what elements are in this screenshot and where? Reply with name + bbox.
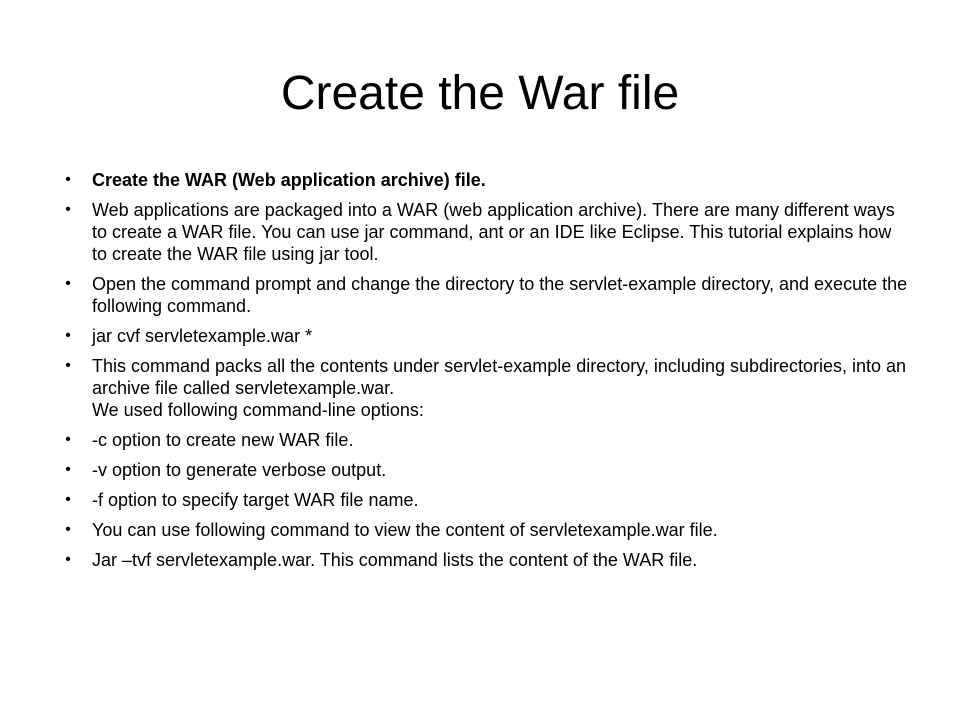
bullet-marker: • xyxy=(65,327,71,344)
bullet-text: jar cvf servletexample.war * xyxy=(92,326,313,346)
bullet-text: Open the command prompt and change the directory to the servlet-example directory, and execute the following command. xyxy=(92,274,908,316)
bullet-text: You can use following command to view the content of servletexample.war file. xyxy=(92,520,718,540)
bullet-marker: • xyxy=(65,171,71,188)
bullet-marker: • xyxy=(65,521,71,538)
bullet-item xyxy=(58,489,910,511)
bullet-text: Create the WAR (Web application archive) file. xyxy=(92,170,486,190)
bullet-marker: • xyxy=(65,201,71,218)
bullet-item xyxy=(58,325,910,347)
bullet-text: This command packs all the contents under servlet-example directory, including subdirectories, into an archive file called servletexample.war. We used following command-line options: xyxy=(92,356,907,420)
bullet-marker: • xyxy=(65,431,71,448)
bullet-item xyxy=(58,273,910,317)
bullet-item xyxy=(58,459,910,481)
slide-title: Create the War file xyxy=(280,67,680,120)
bullet-item xyxy=(58,549,910,571)
bullet-list xyxy=(58,169,910,579)
bullet-text: -f option to specify target WAR file name. xyxy=(92,490,419,510)
bullet-item xyxy=(58,519,910,541)
bullet-item xyxy=(58,169,910,191)
bullet-text: -c option to create new WAR file. xyxy=(92,430,354,450)
bullet-item xyxy=(58,355,910,421)
bullet-text: -v option to generate verbose output. xyxy=(92,460,387,480)
bullet-marker: • xyxy=(65,461,71,478)
bullet-text: Web applications are packaged into a WAR (web application archive). There are many different ways to create a WAR file. You can use jar command, ant or an IDE like Eclipse. This tutorial explains how to create the WAR file using jar tool. xyxy=(92,200,895,264)
bullet-item xyxy=(58,199,910,265)
bullet-marker: • xyxy=(65,551,71,568)
bullet-marker: • xyxy=(65,275,71,292)
bullet-text: Jar –tvf servletexample.war. This command lists the content of the WAR file. xyxy=(92,550,698,570)
bullet-marker: • xyxy=(65,357,71,374)
bullet-item xyxy=(58,429,910,451)
bullet-marker: • xyxy=(65,491,71,508)
